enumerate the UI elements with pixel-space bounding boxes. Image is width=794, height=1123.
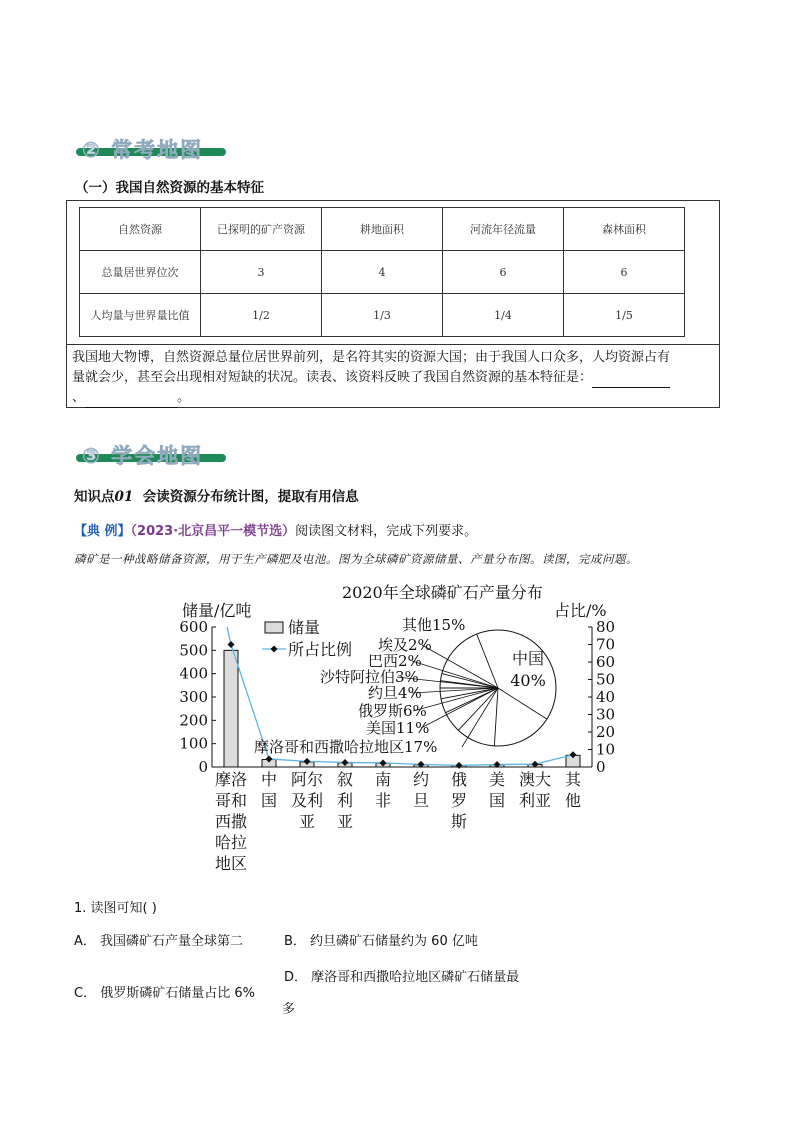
table-header-row — [80, 208, 685, 251]
paragraph-line-3 — [72, 388, 717, 408]
pie-slice-label: 美国11% — [366, 719, 430, 737]
subheading: （一）我国自然资源的基本特征 — [75, 180, 264, 196]
pie-slice-label: 俄罗斯6% — [358, 702, 427, 720]
bar — [224, 650, 238, 767]
category-label: 非 — [374, 791, 392, 810]
table-cell: 总量居世界位次 — [80, 251, 201, 294]
option-a[interactable]: A． 我国磷矿石产量全球第二 — [74, 934, 244, 949]
right-axis-title: 占比/% — [554, 601, 607, 620]
ratio-point — [456, 762, 463, 769]
left-tick-label: 300 — [179, 688, 208, 706]
table-header-cell: 森林面积 — [564, 208, 685, 251]
box-divider — [66, 344, 720, 345]
section-banner-common-maps — [70, 134, 230, 164]
category-label: 罗 — [450, 791, 468, 810]
category-label: 他 — [564, 791, 582, 810]
category-label: 南 — [374, 770, 392, 789]
option-d-continued: 多 — [282, 1002, 296, 1017]
left-tick-label: 400 — [179, 664, 208, 683]
example-line — [74, 520, 477, 539]
table-cell: 3 — [201, 251, 322, 294]
left-tick-label: 500 — [179, 641, 208, 660]
resource-table — [79, 207, 685, 337]
example-text: 阅读图文材料，完成下列要求。 — [295, 524, 478, 539]
category-label: 阿尔 — [290, 770, 324, 789]
pie-slice-label: 其他15% — [402, 616, 466, 634]
category-label: 约 — [412, 770, 430, 789]
table-header-cell: 自然资源 — [80, 208, 201, 251]
table-header-cell: 耕地面积 — [322, 208, 443, 251]
right-tick-label: 0 — [596, 758, 606, 776]
material-paragraph — [72, 348, 717, 408]
table-cell: 1/3 — [322, 294, 443, 337]
table-header-cell: 河流年径流量 — [443, 208, 564, 251]
knowledge-point-title — [74, 485, 359, 505]
option-c[interactable]: C． 俄罗斯磷矿石储量占比 6% — [74, 986, 255, 1001]
legend-label: 储量 — [288, 618, 321, 637]
category-label: 其 — [564, 770, 582, 789]
table-row — [80, 251, 685, 294]
paragraph-line-2 — [72, 368, 717, 388]
right-tick-label: 40 — [596, 688, 616, 706]
pie-slice-label: 埃及2% — [378, 636, 432, 654]
table-cell: 4 — [322, 251, 443, 294]
category-label: 亚 — [298, 812, 316, 831]
legend-label: 所占比例 — [288, 640, 353, 659]
legend-bar-swatch — [265, 622, 283, 633]
answer-blank[interactable] — [85, 393, 177, 408]
category-label: 亚 — [336, 812, 354, 831]
category-label: 摩洛 — [214, 770, 248, 789]
legend-line-marker — [271, 646, 278, 653]
paragraph-text: 量就会少，甚至会出现相对短缺的状况。读表、该资料反映了我国自然资源的基本特征是： — [72, 370, 593, 385]
separator: 、 — [72, 390, 86, 405]
right-tick-label: 20 — [596, 723, 616, 741]
left-tick-label: 100 — [179, 734, 208, 753]
category-label: 美 — [488, 770, 506, 789]
pie-slice-label: 约旦4% — [368, 684, 422, 702]
category-label: 国 — [488, 791, 506, 810]
example-source: （2023·北京昌平一模节选） — [130, 524, 296, 539]
category-label: 哥和 — [214, 791, 248, 810]
table-header-cell: 已探明的矿产资源 — [201, 208, 322, 251]
example-tag: 【典 例】 — [74, 524, 131, 539]
right-tick-label: 80 — [596, 618, 616, 636]
pie-slice-label: 巴西2% — [368, 652, 422, 670]
category-label: 中 — [260, 770, 278, 789]
answer-blank[interactable] — [592, 373, 670, 388]
table-cell: 1/2 — [201, 294, 322, 337]
category-label: 国 — [260, 791, 278, 810]
question-stem: 1. 读图可知( ) — [74, 901, 157, 916]
table-cell: 6 — [564, 251, 685, 294]
left-tick-label: 0 — [198, 758, 208, 776]
category-label: 地区 — [214, 854, 248, 873]
category-label: 利 — [336, 791, 354, 810]
section-title: ② 常考地图 — [82, 138, 204, 162]
table-cell: 人均量与世界量比值 — [80, 294, 201, 337]
pie-center-name: 中国 — [511, 649, 545, 668]
phosphate-chart — [170, 578, 620, 878]
category-label: 西撒 — [214, 812, 248, 831]
kp-title: 会读资源分布统计图，提取有用信息 — [142, 489, 359, 505]
chart-labels — [179, 583, 615, 873]
right-tick-label: 50 — [596, 670, 616, 689]
pie-center-value: 40% — [510, 671, 546, 690]
category-label: 斯 — [450, 812, 468, 831]
right-tick-label: 60 — [596, 653, 616, 671]
chart-title: 2020年全球磷矿石产量分布 — [342, 583, 543, 602]
table-row — [80, 294, 685, 337]
category-label: 澳大 — [518, 770, 552, 789]
section-title: ③ 学会地图 — [82, 444, 204, 468]
right-tick-label: 10 — [596, 740, 616, 759]
left-tick-label: 600 — [179, 618, 208, 636]
kp-prefix: 知识点 — [74, 489, 115, 505]
category-label: 俄 — [450, 770, 468, 789]
paragraph-line: 我国地大物博，自然资源总量位居世界前列，是名符其实的资源大国；由于我国人口众多，人均资源占有 — [72, 350, 671, 365]
right-tick-label: 70 — [596, 635, 616, 654]
pie-slice-label: 沙特阿拉伯3% — [320, 668, 419, 686]
category-label: 及利 — [290, 791, 324, 810]
pie-slice-label: 摩洛哥和西撒哈拉地区17% — [254, 738, 438, 756]
category-label: 利亚 — [518, 791, 552, 810]
category-label: 叙 — [336, 770, 354, 789]
kp-number: 01 — [114, 489, 134, 505]
left-axis-title: 储量/亿吨 — [182, 601, 252, 620]
category-label: 哈拉 — [214, 833, 248, 852]
ratio-point — [228, 641, 235, 648]
table-cell: 1/5 — [564, 294, 685, 337]
table-cell: 1/4 — [443, 294, 564, 337]
table-cell: 6 — [443, 251, 564, 294]
section-banner-learn-maps — [70, 440, 230, 470]
option-d[interactable]: D． 摩洛哥和西撒哈拉地区磷矿石储量最 — [284, 970, 520, 985]
intro-text: 磷矿是一种战略储备资源，用于生产磷肥及电池。图为全球磷矿资源储量、产量分布图。读图，完成问题。 — [74, 552, 638, 566]
category-label: 旦 — [412, 791, 430, 810]
left-tick-label: 200 — [179, 711, 208, 730]
period: 。 — [177, 390, 191, 405]
option-b[interactable]: B． 约旦磷矿石储量约为 60 亿吨 — [284, 934, 478, 949]
right-tick-label: 30 — [596, 705, 616, 724]
